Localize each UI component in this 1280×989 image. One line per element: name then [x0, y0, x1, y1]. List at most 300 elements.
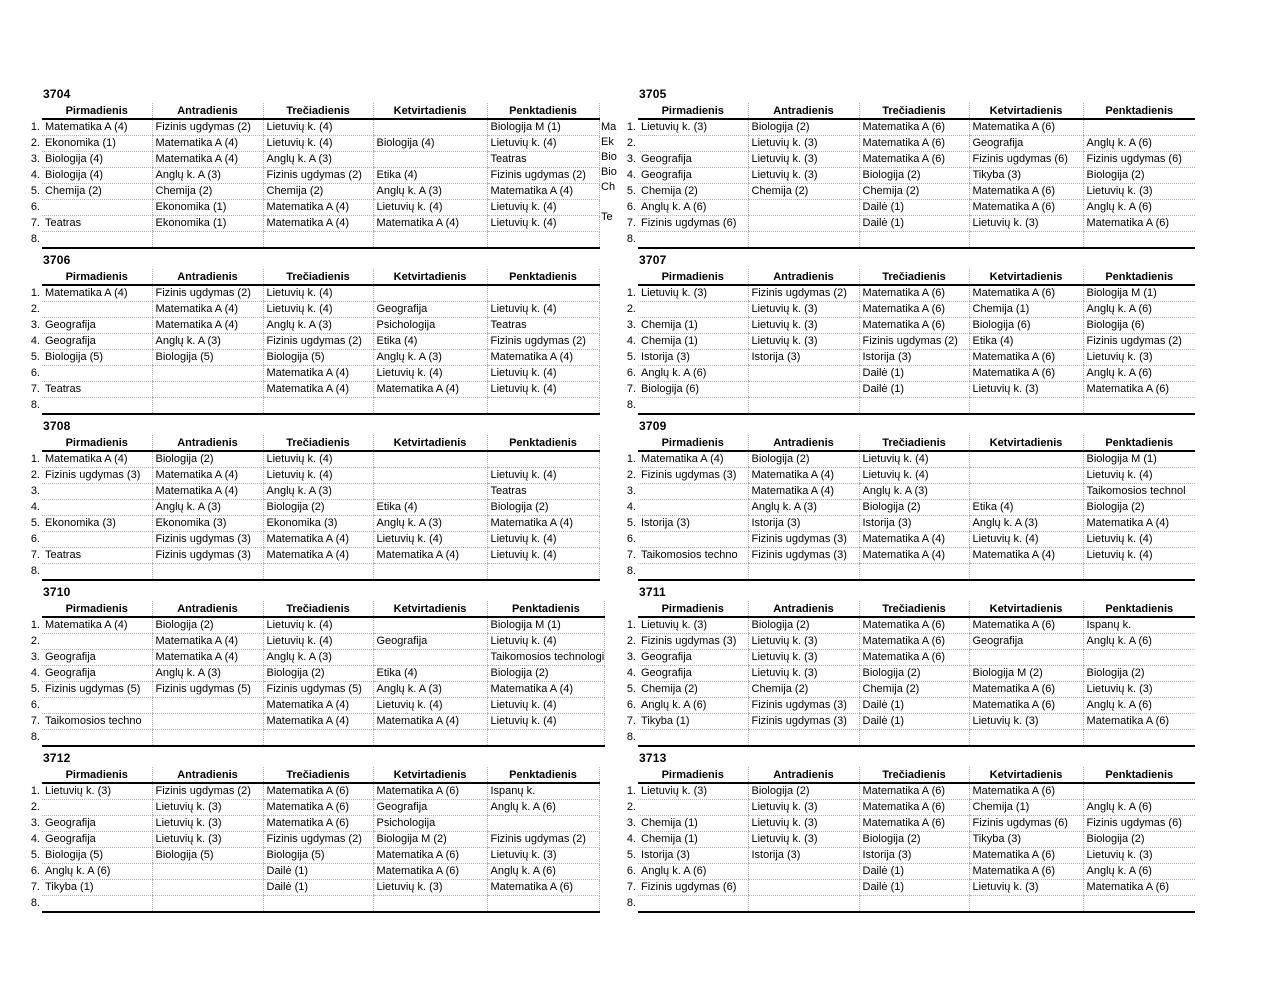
lesson-cell: Chemija (2): [152, 184, 263, 200]
lesson-cell: Chemija (2): [638, 682, 748, 698]
lesson-row: [28, 714, 605, 730]
lesson-number: 7.: [626, 881, 636, 893]
class-number-title: 3713: [639, 751, 667, 765]
lesson-row: [624, 382, 1195, 398]
lesson-cell: Istorija (3): [748, 848, 859, 864]
lesson-cell: Dailė (1): [859, 200, 969, 216]
day-header: Ketvirtadienis: [969, 767, 1083, 783]
lesson-cell: Anglų k. A (3): [373, 516, 487, 532]
timetable-block-3709: [624, 418, 1195, 581]
lesson-row: [624, 216, 1195, 232]
lesson-cell: [373, 484, 487, 500]
lesson-cell: [748, 880, 859, 896]
lesson-row: [624, 516, 1195, 532]
day-header: Pirmadienis: [42, 269, 152, 285]
lesson-cell: Matematika A (4): [152, 650, 263, 666]
lesson-cell: [373, 650, 487, 666]
lesson-cell: Ispanų k.: [1083, 617, 1195, 634]
lesson-cell: [748, 398, 859, 415]
lesson-cell: Istorija (3): [638, 848, 748, 864]
lesson-cell: Matematika A (6): [859, 285, 969, 302]
lesson-cell: Lietuvių k. (3): [152, 832, 263, 848]
lesson-cell: Etika (4): [373, 168, 487, 184]
lesson-cell: Teatras: [42, 548, 152, 564]
clipped-cell-fragment: [601, 195, 618, 210]
lesson-cell: [859, 896, 969, 913]
lesson-row: [28, 200, 599, 216]
lesson-cell: Biologija (5): [42, 848, 152, 864]
day-header: Pirmadienis: [638, 269, 748, 285]
lesson-cell: Lietuvių k. (3): [152, 800, 263, 816]
lesson-cell: [152, 398, 263, 415]
lesson-cell: Matematika A (4): [859, 532, 969, 548]
day-header: Ketvirtadienis: [969, 103, 1083, 119]
lesson-number: 3.: [626, 153, 636, 165]
lesson-cell: [1083, 564, 1195, 581]
lesson-cell: Matematika A (6): [859, 783, 969, 800]
lesson-cell: Lietuvių k. (3): [969, 216, 1083, 232]
lesson-row: [28, 516, 599, 532]
lesson-cell: Anglų k. A (3): [969, 516, 1083, 532]
lesson-number: 5.: [30, 683, 40, 695]
lesson-cell: Ekonomika (3): [42, 516, 152, 532]
lesson-number: 4.: [626, 833, 636, 845]
lesson-cell: Lietuvių k. (3): [748, 816, 859, 832]
lesson-row: [28, 617, 605, 634]
lesson-cell: Matematika A (4): [487, 682, 605, 698]
lesson-row: [624, 617, 1195, 634]
lesson-cell: Taikomosios technol: [1083, 484, 1195, 500]
day-header: Ketvirtadienis: [969, 435, 1083, 451]
lesson-cell: Fizinis ugdymas (2): [263, 832, 373, 848]
lesson-cell: Matematika A (4): [859, 548, 969, 564]
lesson-number: 6.: [30, 201, 40, 213]
lesson-cell: Matematika A (6): [969, 119, 1083, 136]
lesson-cell: Anglų k. A (3): [263, 318, 373, 334]
lesson-row: [624, 816, 1195, 832]
lesson-cell: Ekonomika (3): [263, 516, 373, 532]
clipped-spill-column: [601, 120, 618, 240]
day-header: Trečiadienis: [859, 103, 969, 119]
lesson-cell: Fizinis ugdymas (3): [638, 634, 748, 650]
lesson-cell: Lietuvių k. (3): [638, 285, 748, 302]
lesson-cell: Lietuvių k. (4): [263, 451, 373, 468]
class-number-title: 3704: [43, 87, 71, 101]
lesson-cell: Biologija (2): [748, 617, 859, 634]
lesson-cell: Matematika A (6): [263, 800, 373, 816]
lesson-row: [28, 783, 599, 800]
day-header: Pirmadienis: [42, 601, 152, 617]
lesson-cell: Chemija (1): [638, 318, 748, 334]
lesson-cell: Lietuvių k. (4): [263, 617, 373, 634]
lesson-cell: Taikomosios technologi: [487, 650, 605, 666]
day-header: Pirmadienis: [42, 767, 152, 783]
lesson-row: [28, 800, 599, 816]
lesson-row: [624, 184, 1195, 200]
lesson-number: 6.: [626, 367, 636, 379]
lesson-cell: Biologija M (1): [1083, 451, 1195, 468]
lesson-cell: Geografija: [42, 816, 152, 832]
lesson-cell: Biologija (5): [152, 848, 263, 864]
lesson-row: [624, 468, 1195, 484]
lesson-row: [624, 119, 1195, 136]
lesson-cell: Lietuvių k. (3): [748, 334, 859, 350]
lesson-cell: Chemija (2): [859, 682, 969, 698]
lesson-cell: Istorija (3): [859, 848, 969, 864]
day-header: Antradienis: [152, 601, 263, 617]
lesson-cell: Biologija (2): [1083, 666, 1195, 682]
class-number-title: 3709: [639, 419, 667, 433]
lesson-cell: Matematika A (4): [42, 119, 152, 136]
lesson-cell: Biologija (2): [748, 119, 859, 136]
lesson-row: [28, 366, 599, 382]
lesson-cell: Chemija (1): [638, 832, 748, 848]
lesson-cell: Matematika A (6): [969, 698, 1083, 714]
lesson-row: [624, 285, 1195, 302]
lesson-number-header-spacer: [624, 767, 638, 783]
day-header: Penktadienis: [487, 435, 599, 451]
class-number-title: 3705: [639, 87, 667, 101]
clipped-cell-fragment: Bio: [601, 166, 617, 178]
lesson-number: 3.: [30, 319, 40, 331]
lesson-number: 4.: [626, 501, 636, 513]
lesson-cell: [748, 366, 859, 382]
lesson-number: 4.: [626, 169, 636, 181]
lesson-number: 2.: [30, 469, 40, 481]
lesson-cell: Etika (4): [969, 334, 1083, 350]
lesson-cell: Matematika A (6): [1083, 382, 1195, 398]
class-number-title: 3710: [43, 585, 71, 599]
lesson-row: [624, 848, 1195, 864]
lesson-number: 1.: [30, 286, 40, 299]
lesson-cell: Tikyba (3): [969, 168, 1083, 184]
lesson-cell: Matematika A (4): [748, 484, 859, 500]
lesson-cell: Matematika A (6): [859, 650, 969, 666]
lesson-cell: Lietuvių k. (3): [748, 302, 859, 318]
lesson-cell: Istorija (3): [638, 516, 748, 532]
lesson-cell: Anglų k. A (3): [859, 484, 969, 500]
lesson-cell: Fizinis ugdymas (2): [152, 783, 263, 800]
day-header: Trečiadienis: [859, 269, 969, 285]
lesson-cell: [1083, 730, 1195, 747]
lesson-number: 6.: [30, 533, 40, 545]
lesson-cell: Lietuvių k. (3): [1083, 350, 1195, 366]
lesson-cell: [42, 302, 152, 318]
lesson-number: 2.: [30, 801, 40, 813]
lesson-number: 4.: [626, 335, 636, 347]
lesson-cell: Lietuvių k. (4): [373, 200, 487, 216]
lesson-cell: Lietuvių k. (4): [487, 366, 599, 382]
day-header: Penktadienis: [487, 601, 605, 617]
lesson-number: 2.: [626, 469, 636, 481]
lesson-cell: Geografija: [42, 666, 152, 682]
lesson-cell: [969, 232, 1083, 249]
day-header: Penktadienis: [487, 767, 599, 783]
day-header: Pirmadienis: [42, 435, 152, 451]
lesson-cell: Biologija M (1): [487, 617, 605, 634]
lesson-cell: Matematika A (4): [263, 532, 373, 548]
lesson-cell: [42, 634, 152, 650]
lesson-cell: [969, 398, 1083, 415]
lesson-cell: Fizinis ugdymas (2): [859, 334, 969, 350]
lesson-number: 3.: [626, 319, 636, 331]
lesson-cell: Geografija: [373, 302, 487, 318]
lesson-cell: Tikyba (1): [638, 714, 748, 730]
lesson-row: [28, 168, 599, 184]
lesson-cell: [969, 564, 1083, 581]
lesson-cell: Anglų k. A (6): [1083, 200, 1195, 216]
lesson-cell: [373, 468, 487, 484]
lesson-cell: Fizinis ugdymas (3): [748, 698, 859, 714]
lesson-row: [624, 650, 1195, 666]
lesson-row: [28, 666, 605, 682]
lesson-cell: [1083, 232, 1195, 249]
lesson-cell: Geografija: [638, 168, 748, 184]
lesson-number: 4.: [30, 501, 40, 513]
lesson-number: 5.: [626, 683, 636, 695]
lesson-row: [624, 564, 1195, 581]
lesson-cell: Lietuvių k. (4): [263, 468, 373, 484]
day-header: Pirmadienis: [638, 435, 748, 451]
lesson-cell: Matematika A (4): [373, 714, 487, 730]
lesson-cell: [487, 285, 599, 302]
lesson-cell: Lietuvių k. (3): [748, 318, 859, 334]
lesson-cell: Matematika A (6): [1083, 714, 1195, 730]
lesson-cell: Ekonomika (1): [152, 200, 263, 216]
lesson-cell: Fizinis ugdymas (6): [638, 880, 748, 896]
lesson-row: [28, 334, 599, 350]
class-number-title: 3712: [43, 751, 71, 765]
lesson-cell: Teatras: [42, 382, 152, 398]
lesson-row: [624, 548, 1195, 564]
lesson-cell: Biologija (5): [152, 350, 263, 366]
class-number-title: 3706: [43, 253, 71, 267]
lesson-cell: Fizinis ugdymas (5): [263, 682, 373, 698]
lesson-cell: Geografija: [638, 650, 748, 666]
lesson-number: 5.: [30, 517, 40, 529]
lesson-cell: Matematika A (4): [263, 382, 373, 398]
lesson-cell: [263, 398, 373, 415]
lesson-cell: [152, 730, 263, 747]
lesson-cell: Biologija (2): [263, 666, 373, 682]
lesson-cell: [42, 398, 152, 415]
lesson-cell: Biologija (4): [373, 136, 487, 152]
lesson-cell: Matematika A (4): [263, 714, 373, 730]
lesson-cell: Anglų k. A (3): [373, 184, 487, 200]
lesson-cell: Matematika A (6): [859, 152, 969, 168]
lesson-number: 8.: [626, 565, 636, 578]
lesson-row: [28, 832, 599, 848]
lesson-cell: Geografija: [969, 136, 1083, 152]
lesson-cell: Lietuvių k. (4): [487, 714, 605, 730]
timetable-block-3711: [624, 584, 1195, 747]
lesson-cell: Biologija (2): [1083, 500, 1195, 516]
lesson-number: 6.: [626, 865, 636, 877]
lesson-cell: [152, 880, 263, 896]
lesson-number: 8.: [30, 897, 40, 910]
lesson-cell: Matematika A (6): [859, 816, 969, 832]
lesson-cell: Lietuvių k. (4): [487, 200, 599, 216]
lesson-row: [28, 848, 599, 864]
lesson-cell: [748, 232, 859, 249]
day-header: Antradienis: [152, 103, 263, 119]
lesson-cell: [373, 896, 487, 913]
lesson-cell: [42, 800, 152, 816]
lesson-row: [28, 468, 599, 484]
lesson-cell: Lietuvių k. (3): [373, 880, 487, 896]
lesson-cell: Lietuvių k. (4): [487, 216, 599, 232]
lesson-cell: [373, 730, 487, 747]
lesson-cell: Anglų k. A (3): [152, 334, 263, 350]
timetable-grid: [28, 103, 600, 249]
lesson-number: 4.: [30, 833, 40, 845]
lesson-cell: Anglų k. A (3): [263, 484, 373, 500]
day-header: Penktadienis: [1083, 103, 1195, 119]
lesson-cell: Lietuvių k. (4): [263, 634, 373, 650]
lesson-number: 3.: [30, 485, 40, 497]
lesson-number: 7.: [30, 217, 40, 229]
day-header: Antradienis: [152, 269, 263, 285]
lesson-cell: [263, 896, 373, 913]
lesson-cell: Anglų k. A (6): [638, 864, 748, 880]
lesson-row: [28, 119, 599, 136]
lesson-cell: Etika (4): [373, 500, 487, 516]
lesson-cell: Matematika A (4): [152, 302, 263, 318]
lesson-cell: Fizinis ugdymas (6): [1083, 816, 1195, 832]
timetable-grid: [624, 601, 1195, 747]
day-header: Ketvirtadienis: [373, 601, 487, 617]
lesson-cell: [373, 232, 487, 249]
clipped-cell-fragment: Ek: [601, 136, 614, 148]
lesson-number: 3.: [626, 485, 636, 497]
lesson-cell: Taikomosios techno: [638, 548, 748, 564]
lesson-number: 7.: [30, 881, 40, 893]
lesson-cell: Matematika A (4): [152, 468, 263, 484]
lesson-cell: Biologija (2): [487, 666, 605, 682]
day-header: Ketvirtadienis: [373, 103, 487, 119]
lesson-row: [624, 864, 1195, 880]
lesson-cell: Matematika A (6): [969, 200, 1083, 216]
lesson-number: 8.: [30, 399, 40, 412]
lesson-cell: [373, 119, 487, 136]
lesson-number: 7.: [626, 549, 636, 561]
lesson-cell: Fizinis ugdymas (3): [748, 548, 859, 564]
lesson-cell: Tikyba (3): [969, 832, 1083, 848]
lesson-cell: Lietuvių k. (3): [748, 168, 859, 184]
lesson-cell: Lietuvių k. (4): [1083, 468, 1195, 484]
lesson-cell: Fizinis ugdymas (2): [748, 285, 859, 302]
day-header: Trečiadienis: [263, 767, 373, 783]
lesson-cell: Matematika A (4): [263, 200, 373, 216]
lesson-row: [624, 136, 1195, 152]
lesson-cell: Matematika A (4): [373, 382, 487, 398]
lesson-cell: Matematika A (6): [373, 783, 487, 800]
lesson-cell: Matematika A (4): [487, 350, 599, 366]
lesson-cell: [969, 650, 1083, 666]
lesson-number: 4.: [626, 667, 636, 679]
lesson-cell: Matematika A (4): [487, 184, 599, 200]
lesson-row: [28, 302, 599, 318]
lesson-cell: [373, 564, 487, 581]
lesson-cell: Fizinis ugdymas (2): [263, 334, 373, 350]
lesson-cell: Biologija M (1): [487, 119, 599, 136]
lesson-cell: Etika (4): [373, 334, 487, 350]
lesson-number: 1.: [626, 286, 636, 299]
timetable-block-3712: [28, 750, 600, 913]
lesson-cell: Matematika A (4): [42, 617, 152, 634]
lesson-cell: [748, 382, 859, 398]
lesson-number: 7.: [626, 383, 636, 395]
day-header: Ketvirtadienis: [373, 435, 487, 451]
lesson-cell: Fizinis ugdymas (3): [152, 548, 263, 564]
lesson-cell: Matematika A (4): [1083, 516, 1195, 532]
lesson-row: [624, 698, 1195, 714]
lesson-number: 6.: [30, 865, 40, 877]
timetable-block-3705: [624, 86, 1195, 249]
lesson-number: 7.: [30, 383, 40, 395]
lesson-cell: Anglų k. A (6): [1083, 136, 1195, 152]
lesson-cell: [152, 698, 263, 714]
lesson-cell: Biologija (2): [152, 451, 263, 468]
timetable-block-3704: [28, 86, 600, 249]
lesson-cell: [748, 896, 859, 913]
lesson-cell: Dailė (1): [859, 366, 969, 382]
lesson-cell: Fizinis ugdymas (6): [638, 216, 748, 232]
lesson-cell: Biologija (5): [263, 848, 373, 864]
lesson-row: [28, 816, 599, 832]
day-header: Trečiadienis: [263, 269, 373, 285]
lesson-cell: Taikomosios techno: [42, 714, 152, 730]
lesson-cell: [487, 232, 599, 249]
lesson-cell: Biologija (2): [748, 783, 859, 800]
day-header: Trečiadienis: [859, 767, 969, 783]
lesson-cell: Matematika A (6): [263, 783, 373, 800]
lesson-row: [624, 832, 1195, 848]
lesson-cell: [1083, 896, 1195, 913]
lesson-cell: [638, 302, 748, 318]
lesson-cell: Biologija (2): [859, 666, 969, 682]
lesson-cell: Chemija (2): [748, 682, 859, 698]
lesson-cell: [638, 484, 748, 500]
lesson-cell: [638, 500, 748, 516]
lesson-cell: Matematika A (6): [969, 285, 1083, 302]
lesson-number: 8.: [30, 565, 40, 578]
lesson-cell: Matematika A (4): [152, 634, 263, 650]
lesson-row: [28, 634, 605, 650]
lesson-row: [624, 484, 1195, 500]
lesson-cell: [487, 816, 599, 832]
lesson-cell: Lietuvių k. (3): [638, 783, 748, 800]
lesson-cell: Biologija (4): [42, 168, 152, 184]
lesson-cell: Anglų k. A (3): [373, 350, 487, 366]
lesson-cell: Chemija (1): [969, 302, 1083, 318]
lesson-cell: Biologija (5): [263, 350, 373, 366]
lesson-cell: [487, 896, 599, 913]
lesson-cell: Matematika A (6): [969, 848, 1083, 864]
lesson-number: 5.: [626, 517, 636, 529]
lesson-cell: Ispanų k.: [487, 783, 599, 800]
lesson-cell: Matematika A (6): [969, 682, 1083, 698]
lesson-cell: Matematika A (6): [859, 617, 969, 634]
lesson-cell: Lietuvių k. (3): [969, 880, 1083, 896]
lesson-cell: [638, 232, 748, 249]
lesson-cell: Matematika A (6): [859, 634, 969, 650]
lesson-cell: Fizinis ugdymas (3): [152, 532, 263, 548]
lesson-cell: [373, 451, 487, 468]
lesson-cell: Anglų k. A (6): [638, 200, 748, 216]
lesson-number: 1.: [30, 120, 40, 133]
lesson-cell: Chemija (2): [42, 184, 152, 200]
